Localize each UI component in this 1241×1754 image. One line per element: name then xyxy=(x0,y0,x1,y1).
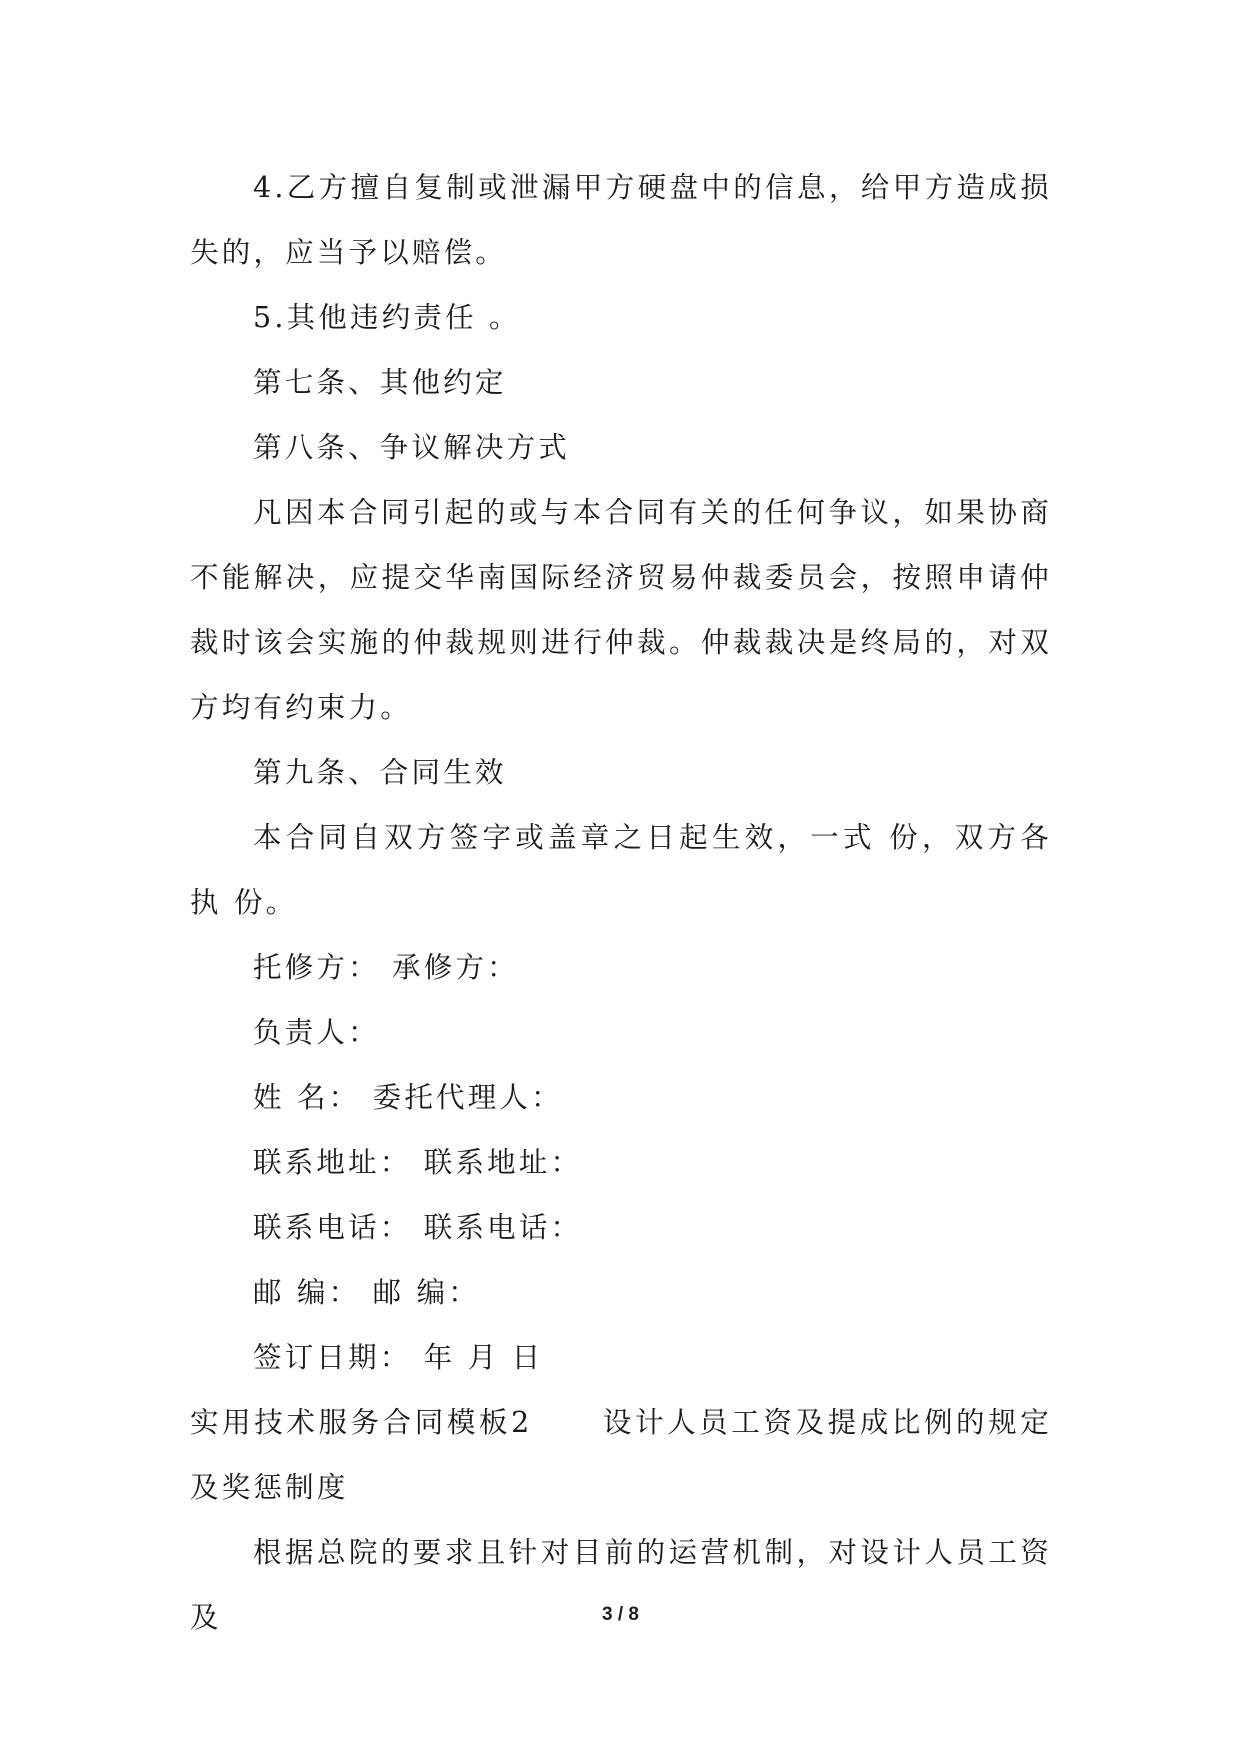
paragraph-salary-intro: 根据总院的要求且针对目前的运营机制，对设计人员工资及 xyxy=(190,1536,1052,1634)
article-8-heading: 第八条、争议解决方式 xyxy=(253,431,571,464)
page-number: 3 / 8 xyxy=(602,1604,639,1625)
section-title: 实用技术服务合同模板2 xyxy=(190,1406,533,1439)
section-heading xyxy=(190,1390,1052,1520)
signature-date-line: 签订日期： 年 月 日 xyxy=(253,1341,544,1374)
signature-parties-line: 托修方： 承修方： xyxy=(253,951,519,984)
paragraph-breach-4: 4.乙方擅自复制或泄漏甲方硬盘中的信息，给甲方造成损失的，应当予以赔偿。 xyxy=(190,171,1052,269)
signature-name-line: 姓 名： 委托代理人： xyxy=(253,1081,563,1114)
signature-postcode-line: 邮 编： 邮 编： xyxy=(253,1276,480,1309)
document-body xyxy=(190,155,1052,1650)
section-subtitle: 设计人员工资及提成比例的规定及奖惩制度 xyxy=(190,1406,1052,1504)
article-7-heading: 第七条、其他约定 xyxy=(253,366,507,399)
paragraph-breach-5: 5.其他违约责任 。 xyxy=(253,301,521,334)
paragraph-effectiveness: 本合同自双方签字或盖章之日起生效，一式 份，双方各执 份。 xyxy=(190,821,1052,919)
signature-phone-line: 联系电话： 联系电话： xyxy=(253,1211,583,1244)
signature-address-line: 联系地址： 联系地址： xyxy=(253,1146,583,1179)
article-9-heading: 第九条、合同生效 xyxy=(253,756,507,789)
signature-responsible-line: 负责人： xyxy=(253,1016,380,1049)
paragraph-dispute-resolution: 凡因本合同引起的或与本合同有关的任何争议，如果协商不能解决，应提交华南国际经济贸易仲裁委员会，按照申请仲裁时该会实施的仲裁规则进行仲裁。仲裁裁决是终局的，对双方均有约束力。 xyxy=(190,496,1052,724)
